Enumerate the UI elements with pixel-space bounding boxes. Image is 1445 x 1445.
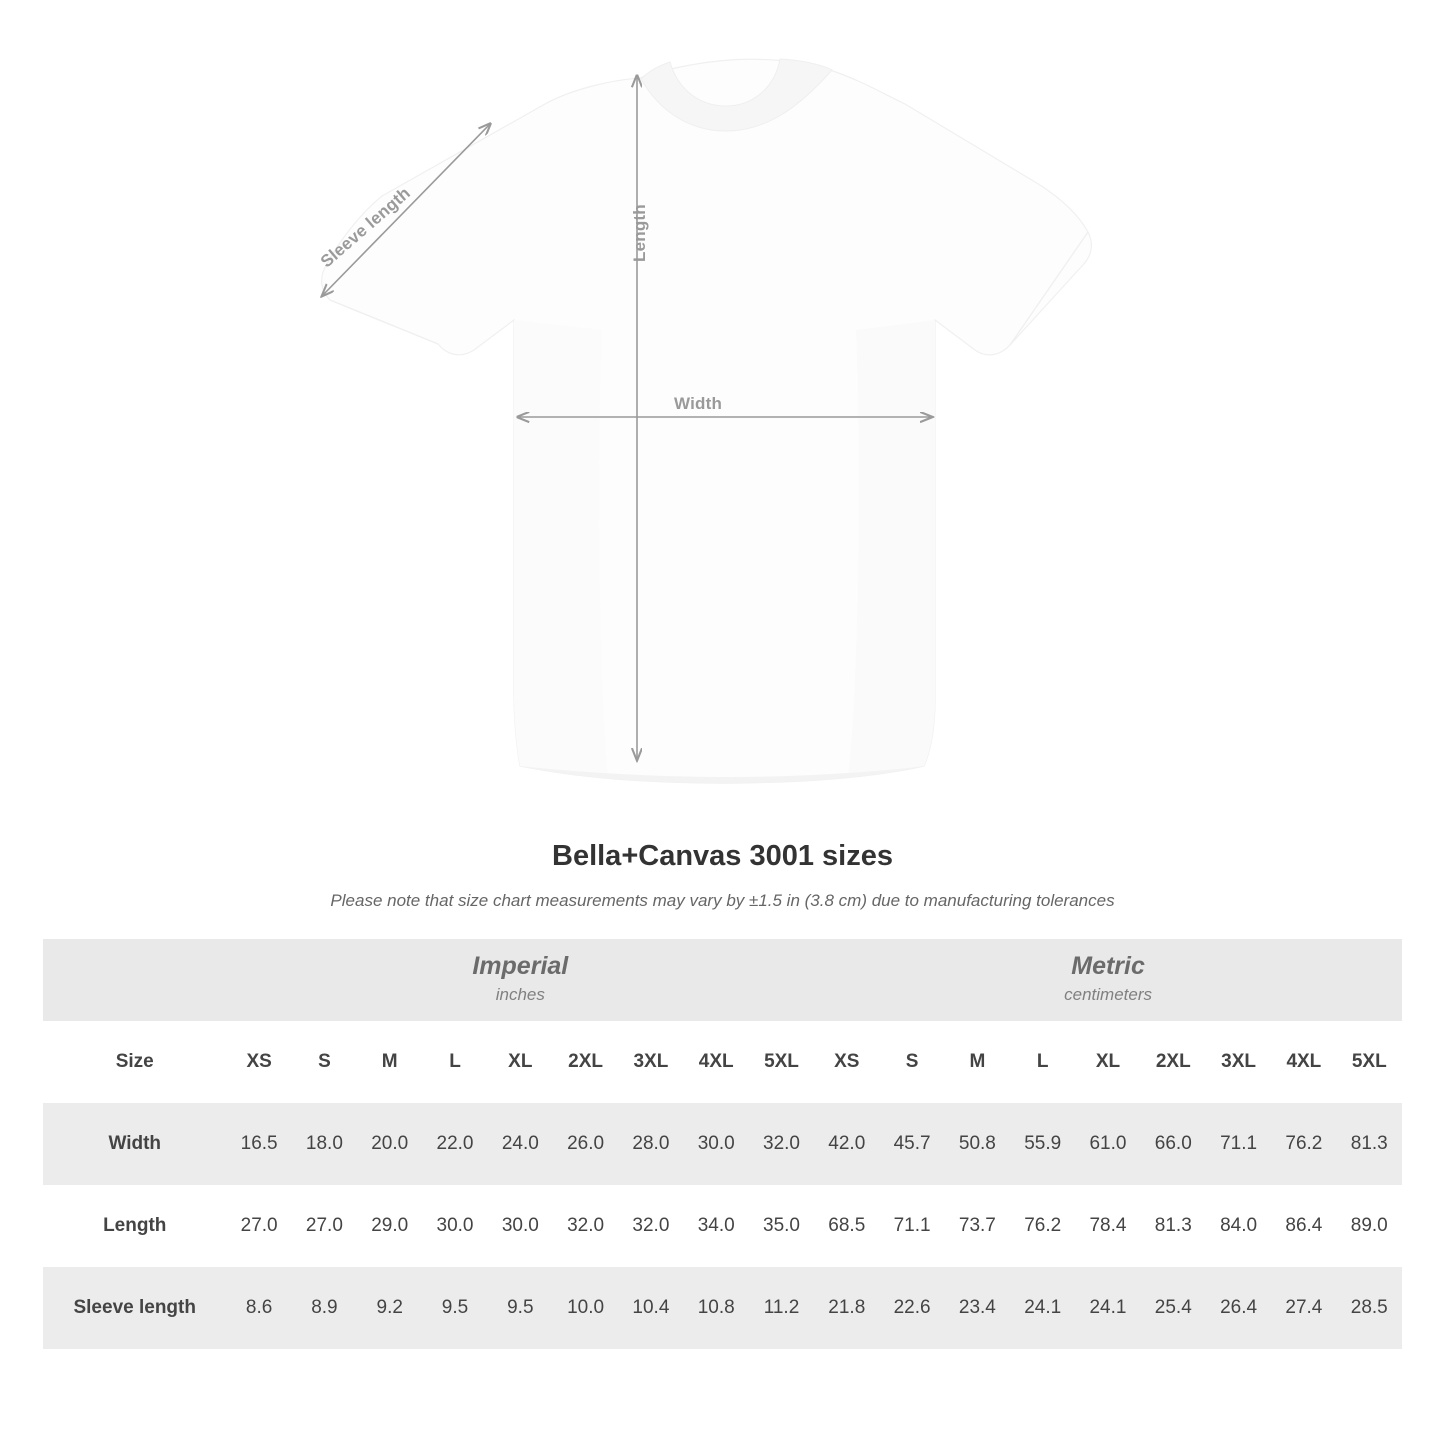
cell-length-11: 73.7 [945, 1185, 1010, 1267]
page-title: Bella+Canvas 3001 sizes [552, 840, 893, 872]
size-table-wrap [43, 939, 1402, 1349]
cell-width-4: 24.0 [488, 1103, 553, 1185]
cell-length-6: 32.0 [618, 1185, 683, 1267]
cell-sleeve-0: 8.6 [226, 1267, 291, 1349]
cell-length-17: 89.0 [1337, 1185, 1402, 1267]
row-label-width: Width [43, 1103, 226, 1185]
col-header-xl-metric: XL [1075, 1021, 1140, 1103]
cell-width-10: 45.7 [879, 1103, 944, 1185]
col-header-xl-imperial: XL [488, 1021, 553, 1103]
col-header-xs-metric: XS [814, 1021, 879, 1103]
cell-width-7: 30.0 [684, 1103, 749, 1185]
metric-sub: centimeters [1064, 984, 1152, 1004]
size-table [43, 939, 1402, 1349]
col-header-l-imperial: L [422, 1021, 487, 1103]
cell-sleeve-2: 9.2 [357, 1267, 422, 1349]
unit-header-row [43, 939, 1402, 1021]
cell-length-3: 30.0 [422, 1185, 487, 1267]
cell-length-10: 71.1 [879, 1185, 944, 1267]
cell-sleeve-17: 28.5 [1337, 1267, 1402, 1349]
table-row-length [43, 1185, 1402, 1267]
cell-length-12: 76.2 [1010, 1185, 1075, 1267]
imperial-name: Imperial [472, 952, 569, 981]
cell-sleeve-16: 27.4 [1271, 1267, 1336, 1349]
cell-length-13: 78.4 [1075, 1185, 1140, 1267]
cell-width-2: 20.0 [357, 1103, 422, 1185]
row-label-length: Length [43, 1185, 226, 1267]
cell-width-17: 81.3 [1337, 1103, 1402, 1185]
cell-length-5: 32.0 [553, 1185, 618, 1267]
col-header-4xl-imperial: 4XL [684, 1021, 749, 1103]
col-header-l-metric: L [1010, 1021, 1075, 1103]
width-dimension-label: Width [674, 394, 723, 413]
unit-header-metric [814, 939, 1402, 1021]
cell-length-7: 34.0 [684, 1185, 749, 1267]
tolerance-note: Please note that size chart measurements may vary by ±1.5 in (3.8 cm) due to manufacturing tolerances [330, 891, 1115, 910]
title-block [0, 840, 1445, 911]
cell-width-12: 55.9 [1010, 1103, 1075, 1185]
col-header-5xl-imperial: 5XL [749, 1021, 814, 1103]
row-label-sleeve-length: Sleeve length [43, 1267, 226, 1349]
col-header-m-metric: M [945, 1021, 1010, 1103]
col-header-2xl-metric: 2XL [1141, 1021, 1206, 1103]
cell-sleeve-8: 11.2 [749, 1267, 814, 1349]
tshirt-shape [322, 59, 1092, 783]
cell-width-9: 42.0 [814, 1103, 879, 1185]
cell-sleeve-6: 10.4 [618, 1267, 683, 1349]
cell-width-0: 16.5 [226, 1103, 291, 1185]
cell-sleeve-4: 9.5 [488, 1267, 553, 1349]
col-header-m-imperial: M [357, 1021, 422, 1103]
cell-width-3: 22.0 [422, 1103, 487, 1185]
col-header-s-metric: S [879, 1021, 944, 1103]
unit-header-imperial [226, 939, 814, 1021]
cell-sleeve-15: 26.4 [1206, 1267, 1271, 1349]
cell-width-16: 76.2 [1271, 1103, 1336, 1185]
cell-sleeve-5: 10.0 [553, 1267, 618, 1349]
table-row-width [43, 1103, 1402, 1185]
col-header-s-imperial: S [292, 1021, 357, 1103]
col-header-2xl-imperial: 2XL [553, 1021, 618, 1103]
col-header-4xl-metric: 4XL [1271, 1021, 1336, 1103]
cell-width-15: 71.1 [1206, 1103, 1271, 1185]
cell-width-14: 66.0 [1141, 1103, 1206, 1185]
cell-width-5: 26.0 [553, 1103, 618, 1185]
col-header-5xl-metric: 5XL [1337, 1021, 1402, 1103]
length-dimension-label: Length [630, 204, 649, 262]
cell-width-13: 61.0 [1075, 1103, 1140, 1185]
cell-length-14: 81.3 [1141, 1185, 1206, 1267]
cell-length-15: 84.0 [1206, 1185, 1271, 1267]
cell-length-4: 30.0 [488, 1185, 553, 1267]
cell-length-0: 27.0 [226, 1185, 291, 1267]
cell-length-16: 86.4 [1271, 1185, 1336, 1267]
cell-length-1: 27.0 [292, 1185, 357, 1267]
col-header-xs-imperial: XS [226, 1021, 291, 1103]
imperial-sub: inches [495, 984, 545, 1004]
sleeve-length-dimension-label: Sleeve length [316, 183, 415, 272]
cell-width-8: 32.0 [749, 1103, 814, 1185]
cell-width-1: 18.0 [292, 1103, 357, 1185]
col-header-3xl-imperial: 3XL [618, 1021, 683, 1103]
size-header-row [43, 1021, 1402, 1103]
col-header-3xl-metric: 3XL [1206, 1021, 1271, 1103]
cell-sleeve-11: 23.4 [945, 1267, 1010, 1349]
cell-sleeve-3: 9.5 [422, 1267, 487, 1349]
cell-sleeve-7: 10.8 [684, 1267, 749, 1349]
cell-length-2: 29.0 [357, 1185, 422, 1267]
cell-length-9: 68.5 [814, 1185, 879, 1267]
cell-sleeve-9: 21.8 [814, 1267, 879, 1349]
cell-sleeve-10: 22.6 [879, 1267, 944, 1349]
row-header-size: Size [43, 1021, 226, 1103]
cell-sleeve-12: 24.1 [1010, 1267, 1075, 1349]
cell-sleeve-14: 25.4 [1141, 1267, 1206, 1349]
cell-sleeve-13: 24.1 [1075, 1267, 1140, 1349]
table-row-sleeve-length [43, 1267, 1402, 1349]
cell-width-6: 28.0 [618, 1103, 683, 1185]
cell-sleeve-1: 8.9 [292, 1267, 357, 1349]
unit-header-spacer [43, 939, 226, 1021]
cell-width-11: 50.8 [945, 1103, 1010, 1185]
metric-name: Metric [1071, 952, 1145, 981]
cell-length-8: 35.0 [749, 1185, 814, 1267]
